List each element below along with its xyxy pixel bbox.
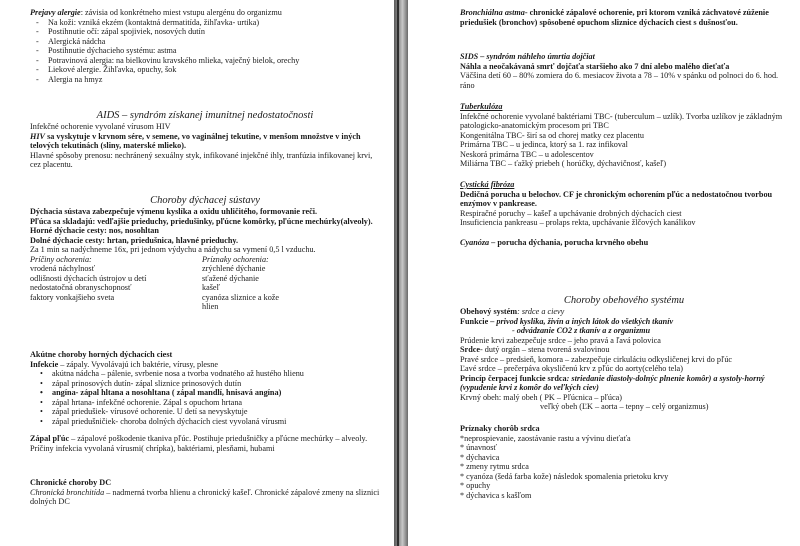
list-item: kašeľ xyxy=(202,283,220,292)
signs-header: Príznaky ochorenia: xyxy=(202,254,269,264)
sids-line1: Náhla a neočakávaná smrť dojčaťa staršieho ako 7 dní alebo malého dieťaťa xyxy=(460,61,730,71)
left-heart-line: Ľavé srdce – prečerpáva okysličenú krv z pľúc do aorty(celého tela) xyxy=(460,364,683,373)
book-gutter xyxy=(394,0,408,546)
heart-signs-list xyxy=(460,443,788,500)
chronic-label: Chronická bronchitída xyxy=(30,487,105,497)
list-item: sťažené dýchanie xyxy=(202,273,259,283)
list-item: hlien xyxy=(202,302,219,311)
allergy-intro-text: : závisia od konkrétneho miest vstupu alergénu do organizmu xyxy=(80,8,282,17)
list-item: cyanóza sliznice a kože xyxy=(202,292,280,302)
heart-label: Srdce xyxy=(460,345,481,354)
causes-header: Príčiny ochorenia: xyxy=(30,254,92,264)
cf-line3: Insuficiencia pankreasu – prolaps rekta, upchávanie žlčových kanálikov xyxy=(460,218,696,227)
acute-section xyxy=(30,350,380,453)
cf-line2: Respiračné poruchy – kašeľ a upchávanie drobných dýchacích ciest xyxy=(460,208,682,218)
respiratory-p2: Pľúca sa skladajú: vedľajšie prieduchy, priedušinky, pľúcne komôrky, pľúcne mechúrky(alveoly). xyxy=(30,216,373,226)
list-item: * dýchavica s kašľom xyxy=(460,490,532,500)
respiratory-section xyxy=(30,195,380,312)
allergy-intro xyxy=(30,8,380,18)
asthma-label: Bronchiálna astma xyxy=(460,8,525,17)
list-item: faktory vonkajšieho sveta xyxy=(30,292,115,302)
respiratory-p3: Horné dýchacie cesty: nos, nosohltan xyxy=(30,226,159,235)
hiv-label: HIV xyxy=(30,131,46,141)
respiratory-p1: Dýchacia sústava zabezpečuje výmenu kyslíka a oxidu uhličitého, formovanie reči. xyxy=(30,207,318,216)
tb-heading: Tuberkulóza xyxy=(460,102,503,111)
system-line xyxy=(460,307,788,317)
list-item: nedostatočná obranyschopnosť xyxy=(30,283,132,292)
list-item: - Na koži: vzniká ekzém (kontaktná dermatitída, žihľavka- urtika) xyxy=(30,18,380,28)
sids-section xyxy=(460,52,788,90)
list-item: - Postihnutie očí: zápal spojiviek, nosových dutín xyxy=(30,27,380,37)
list-item: • zápal priedušiek- vírusové ochorenie. U detí sa nevyskytuje xyxy=(30,407,380,417)
pneumonia-paragraph xyxy=(30,434,380,453)
respiratory-p5: Za 1 min sa nadýchneme 16x, pri jednom výdychu a nádychu sa vymení 0,5 l vzduchu. xyxy=(30,245,316,254)
list-item: zrýchlené dýchanie xyxy=(202,264,266,273)
blood-line2: veľký obeh (ĽK – aorta – tepny – celý organizmus) xyxy=(540,402,709,411)
list-item: odlišnosti dýchacích ústrojov u detí xyxy=(30,273,147,283)
heart-signs-heading: Príznaky chorôb srdca xyxy=(460,424,540,433)
respiratory-heading: Choroby dýchacej sústavy xyxy=(150,195,260,206)
list-item: - Potravinová alergia: na bielkovinu kravského mlieka, vaječný bielok, orechy xyxy=(30,56,380,66)
aids-hiv-line xyxy=(30,132,380,151)
cf-line1: Dedičná porucha u belochov. CF je chronickým ochorením pľúc a nedostatočnou tvorbou enzýmov v pankrease. xyxy=(460,189,773,208)
cf-heading: Cystická fibróza xyxy=(460,180,515,189)
list-item: • angína- zápal hltana a nosohltana ( zápal mandlí, hnisavá angína) xyxy=(30,388,380,398)
list-item: - Alergia na hmyz xyxy=(30,75,380,85)
flow-line: Prúdenie krvi zabezpečuje srdce – jeho pravá a ľavá polovica xyxy=(460,335,661,345)
cyanosis-section xyxy=(460,238,788,248)
tb-line: Primárna TBC – u jedinca, ktorý sa 1. raz infikoval xyxy=(460,140,628,149)
list-item: * opuchy xyxy=(460,481,491,490)
heart-signs-intro: *neprospievanie, zaostávanie rastu a vývinu dieťaťa xyxy=(460,433,631,443)
right-page xyxy=(408,0,800,546)
aids-section xyxy=(30,110,380,170)
asthma-paragraph xyxy=(460,8,788,27)
circulatory-heading: Choroby obehového systému xyxy=(563,295,685,306)
principle-text: : striedanie diastoly-dolnýc plnenie komôr) a systoly-horný (vypudenie krvi z komôr do veľkých ciev) xyxy=(460,373,765,392)
system-label: Obehový systém xyxy=(460,307,518,316)
left-page xyxy=(0,0,394,546)
pneumonia-text: – zápalové poškodenie tkaniva pľúc. Postihuje priedušničky a pľúcne mechúrky – alveoly. Príčiny infekcia vyvolaná vírusmi( chrípka), baktériami, plesňami, hubami xyxy=(30,434,368,453)
list-item: - Liekové alergie. Žihľavka, opuchy, šok xyxy=(30,65,380,75)
aids-line1: Infekčné ochorenie vyvolané vírusom HIV xyxy=(30,122,171,131)
list-item: - Alergická nádcha xyxy=(30,37,380,47)
allergy-list xyxy=(30,18,380,85)
right-heart-line: Pravé srdce – predsieň, komora – zabezpečuje cirkuláciu odkysličenej krvi do pľúc xyxy=(460,354,733,364)
causes-column xyxy=(30,255,202,312)
blood-line: Krvný obeh: malý obeh ( PK – Pľúcnica – pľúca) xyxy=(460,392,622,402)
asthma-text: - chronické zápalové ochorenie, pri ktorom vzniká záchvatové zúženie priedušiek (bronchov) spôsobené opuchom sliznice dýchacích ciest s dušnosťou. xyxy=(460,8,769,27)
list-item: • zápal prinosových dutín- zápal sliznice prinosových dutín xyxy=(30,379,380,389)
chronic-paragraph xyxy=(30,488,380,507)
sids-heading: SIDS – syndróm náhleho úmrtia dojčiat xyxy=(460,52,595,61)
tb-line: Kongenitálna TBC- širí sa od chorej matky cez placentu xyxy=(460,130,645,140)
function-text: – privod kyslíka, živín a iných látok do všetkých tkanív xyxy=(488,316,674,326)
asthma-section xyxy=(460,8,788,27)
tb-section xyxy=(460,102,788,169)
function-line2: - odvádzanie CO2 z tkanív a z organizmu xyxy=(512,326,651,335)
infection-label: Infekcie xyxy=(30,359,59,369)
tb-line: Miliárna TBC – ťažký priebeh ( horúčky, dýchavičnosť, kašeľ) xyxy=(460,159,667,168)
system-text: : srdce a cievy xyxy=(517,307,565,316)
pneumonia-label: Zápal pľúc xyxy=(30,434,70,443)
allergy-section xyxy=(30,8,380,84)
heart-line xyxy=(460,345,788,355)
cyanosis-paragraph xyxy=(460,238,788,248)
function-label: Funkcie xyxy=(460,316,489,326)
list-item: • zápal hrtana- infekčné ochorenie. Zápal s opuchom hrtana xyxy=(30,398,380,408)
chronic-heading: Chronické choroby DC xyxy=(30,478,112,487)
cf-section xyxy=(460,180,788,228)
list-item: * cyanóza (šedá farba kože) následok spomalenia prietoku krvy xyxy=(460,471,669,481)
list-item: * dýchavica xyxy=(460,452,500,462)
list-item: - Postihnutie dýchacieho systému: astma xyxy=(30,46,380,56)
list-item: • akútna nádcha – pálenie, svrbenie nosa a tvorba vodnatého až hustého hlienu xyxy=(30,369,380,379)
sids-line2: Väčšina detí 60 – 80% zomiera do 6. mesiacov života a 78 – 10% v spánku od polnoci do 6. hod. ráno xyxy=(460,71,779,90)
acute-heading: Akútne choroby horných dýchacích ciest xyxy=(30,350,173,359)
acute-infection xyxy=(30,360,380,370)
list-item: • zápal priedušničiek- choroba dolných dýchacích ciest vyvolaná vírusmi xyxy=(30,417,380,427)
circulatory-section xyxy=(460,295,788,412)
principle-line xyxy=(460,374,788,393)
signs-column xyxy=(202,255,380,312)
hiv-text: sa vyskytuje v krvnom sére, v semene, vo vaginálnej tekutine, v menšom množstve v iných telových tekutinách (sliny, materské mlieko). xyxy=(30,131,361,150)
heart-signs-section xyxy=(460,424,788,500)
aids-line3: Hlavné spôsoby prenosu: nechránený sexuálny styk, infikované injekčné ihly, tranfúzia infikovanej krvi, cez placentu. xyxy=(30,150,373,169)
list-item: vrodená náchylnosť xyxy=(30,264,96,273)
acute-list xyxy=(30,369,380,426)
heart-text: - dutý orgán – stena tvorená svalovinou xyxy=(480,345,610,354)
cyanosis-label: Cyanóza xyxy=(460,238,490,247)
list-item: * zmeny rytmu srdca xyxy=(460,462,529,471)
respiratory-p4: Dolné dýchacie cesty: hrtan, priedušnica, hlavné prieduchy. xyxy=(30,235,239,245)
tb-line: Infekčné ochorenie vyvolané baktériami TBC- (tuberculum – uzlík). Tvorba uzlíkov je základným patologicko-anatomickým procesom pri TBC xyxy=(460,111,783,130)
tb-line: Neskorá primárna TBC – u adolescentov xyxy=(460,149,594,159)
principle-label: Princíp čerpacej funkcie srdca xyxy=(460,373,567,383)
aids-heading: AIDS – syndróm získanej imunitnej nedostatočnosti xyxy=(96,110,314,121)
cyanosis-text: – porucha dýchania, porucha krvného obehu xyxy=(489,238,649,247)
allergy-intro-label: Prejavy alergie xyxy=(30,8,81,17)
causes-signs-table xyxy=(30,255,380,312)
infection-text: – zápaly. Vyvolávajú ich baktérie, vírusy, plesne xyxy=(58,359,218,369)
chronic-text: – nadmerná tvorba hlienu a chronický kašeľ. Chronické zápalové zmeny na sliznici dolných DC xyxy=(30,487,380,506)
list-item: * únavnosť xyxy=(460,443,497,452)
chronic-section xyxy=(30,478,380,507)
function-line xyxy=(460,317,788,327)
